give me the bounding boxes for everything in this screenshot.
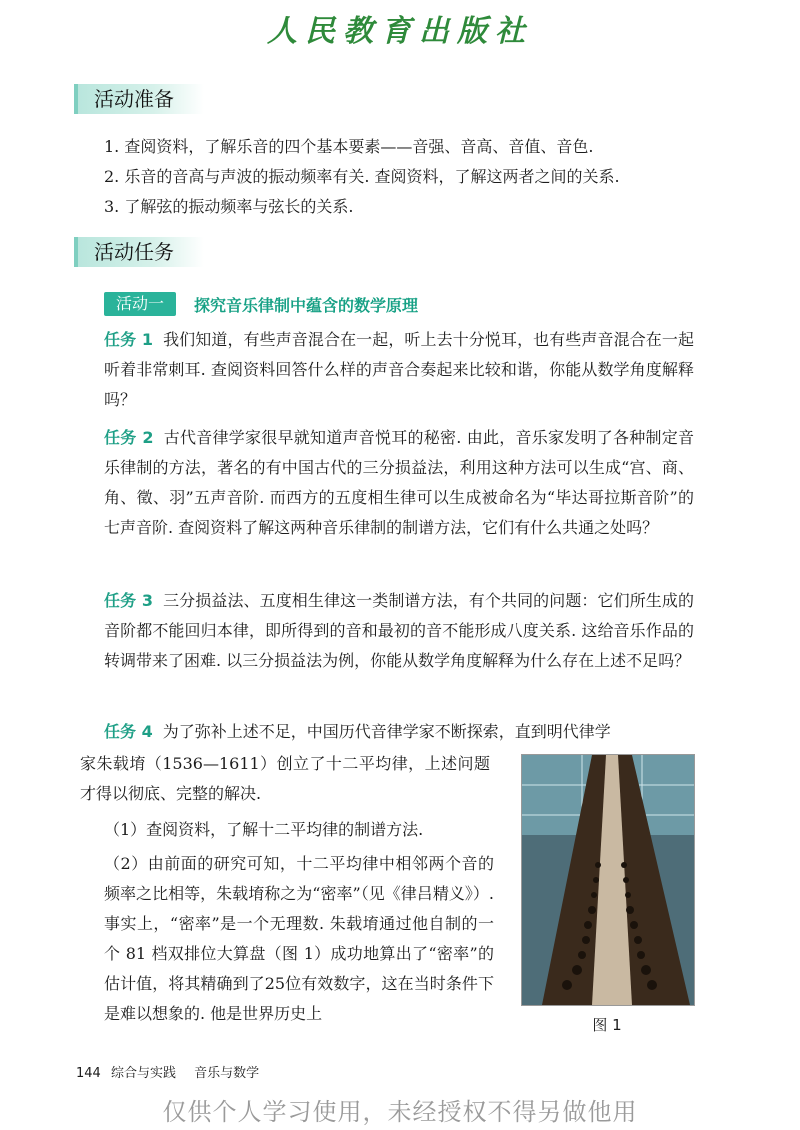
activity-heading	[104, 291, 418, 317]
task4-line1: 为了弥补上述不足，中国历代音律学家不断探索，直到明代律学	[162, 722, 611, 741]
publisher-logo: 人民教育出版社	[267, 14, 533, 49]
list-item: 1. 查阅资料，了解乐音的四个基本要素——音强、音高、音值、音色.	[104, 137, 594, 156]
task3-text: 三分损益法、五度相生律这一类制谱方法，有个共同的问题：它们所生成的音阶都不能回归本律，即所得到的音和最初的音不能形成八度关系. 这给音乐作品的转调带来了困难. 以三分损益法为例，你能从数学角度解释为什么存在上述不足吗？	[104, 591, 694, 670]
task4-sub2: （2）由前面的研究可知，十二平均律中相邻两个音的频率之比相等，朱载堉称之为“密率”（见《律吕精义》）. 事实上，“密率”是一个无理数. 朱载堉通过他自制的一个 81 档双排位大算盘（图 1）成功地算出了“密率”的估计值，将其精确到了25位有效数字，这在当时条件下是难以想象的. 他是世界历史上	[104, 854, 494, 1023]
task2-paragraph	[104, 423, 694, 543]
task4-label: 任务 4	[104, 722, 153, 741]
list-item: 2. 乐音的音高与声波的振动频率有关. 查阅资料，了解这两者之间的关系.	[104, 167, 620, 186]
watermark: 仅供个人学习使用，未经授权不得另做他用	[162, 1098, 638, 1126]
section-title-tasks: 活动任务	[74, 237, 204, 267]
activity-title: 探究音乐律制中蕴含的数学原理	[194, 295, 419, 315]
task3-label: 任务 3	[104, 591, 153, 610]
abacus-illustration	[522, 755, 694, 1005]
task3-paragraph	[104, 586, 694, 676]
abacus-photo	[521, 754, 695, 1006]
task1-text: 我们知道，有些声音混合在一起，听上去十分悦耳，也有些声音混合在一起听着非常刺耳. 查阅资料回答什么样的声音合奏起来比较和谐，你能从数学角度解释吗？	[104, 330, 694, 409]
footer-topic: 音乐与数学	[194, 1066, 260, 1081]
task1-label: 任务 1	[104, 330, 153, 349]
footer-book: 综合与实践	[110, 1066, 176, 1081]
task4-first-line	[104, 717, 694, 747]
figure-caption: 图 1	[592, 1016, 622, 1034]
page-footer	[76, 1062, 259, 1081]
task4-sub1: （1）查阅资料，了解十二平均律的制谱方法.	[104, 820, 424, 839]
page-number: 144	[76, 1066, 101, 1081]
activity-tag: 活动一	[104, 292, 176, 316]
task2-label: 任务 2	[104, 428, 154, 447]
section-title-prep: 活动准备	[74, 84, 204, 114]
task2-text: 古代音律学家很早就知道声音悦耳的秘密. 由此，音乐家发明了各种制定音乐律制的方法，著名的有中国古代的三分损益法，利用这种方法可以生成“宫、商、角、徵、羽”五声音阶. 而西方的五度相生律可以生成被命名为“毕达哥拉斯音阶”的七声音阶. 查阅资料了解这两种音乐律制的制谱方法，它们有什么共通之处吗？	[104, 428, 694, 537]
list-item: 3. 了解弦的振动频率与弦长的关系.	[104, 197, 354, 216]
prep-list	[104, 132, 704, 222]
task4-rest: 家朱载堉（1536—1611）创立了十二平均律，上述问题才得以彻底、完整的解决.	[80, 754, 490, 803]
task1-paragraph	[104, 325, 694, 415]
